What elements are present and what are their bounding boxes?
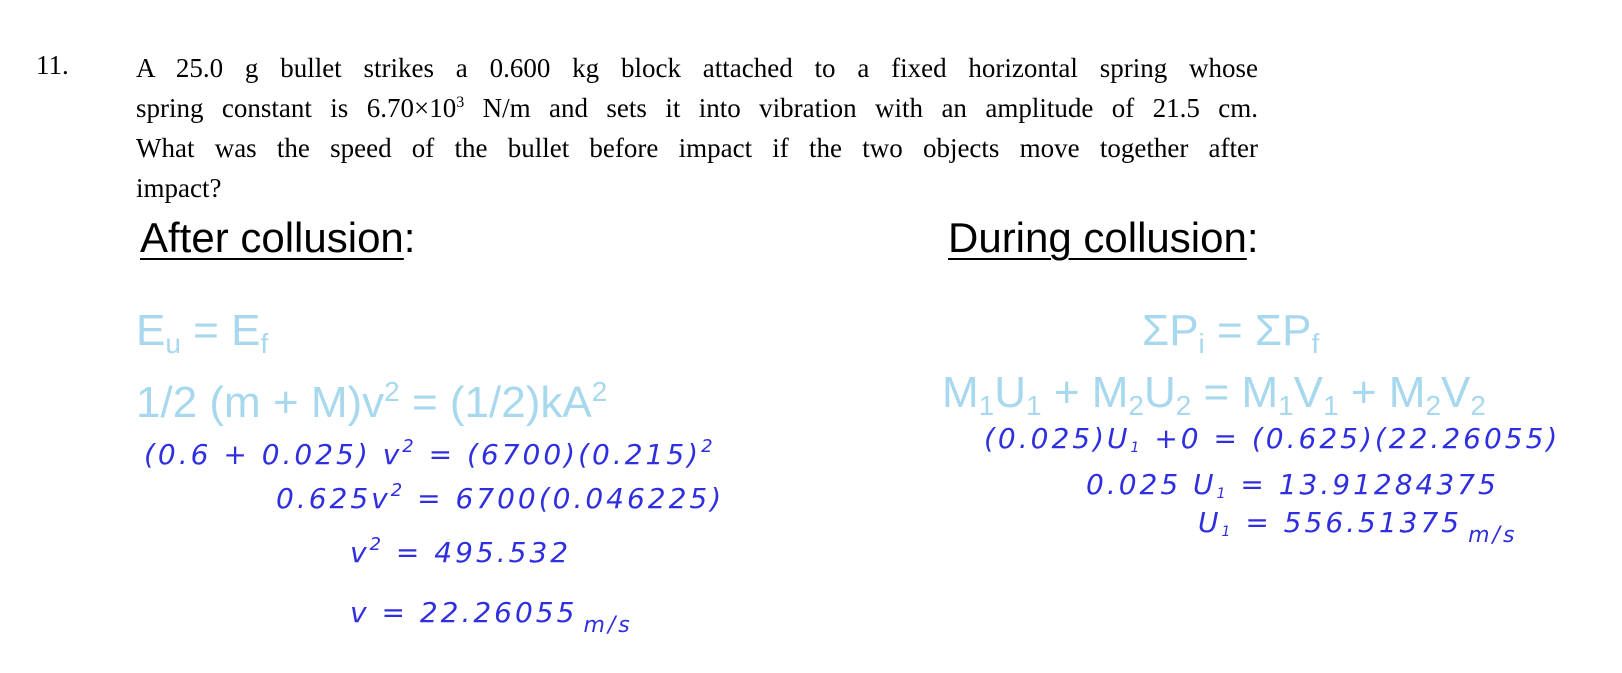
problem-line-3: What was the speed of the bullet before impact if the two objects move together after — [136, 133, 1258, 163]
energy-conservation-equation: $E_u = E_f$ — [136, 306, 269, 359]
bullet-speed-unit: m/s — [1468, 523, 1518, 548]
during-work-step-2: 0.025 $U_1 = 13.91284375$ — [1086, 468, 1499, 502]
problem-line-4: impact? — [136, 173, 222, 203]
problem-statement — [136, 48, 1258, 208]
momentum-formula: $M_1U_1 + M_2U_2 = M_1V_1 + M_2V_2$ — [942, 368, 1486, 421]
problem-number: 11. — [36, 50, 69, 80]
during-work-step-1: $(0.025)U_1 +0 = (0.625)(22.26055)$ — [984, 422, 1561, 456]
energy-formula: 1/2 $(m + M)v^2 = (1/2)kA^2$ — [136, 376, 608, 427]
problem-line-2: spring constant is $6.70\times 10^3$ N/m and sets it into vibration with an amplitude of 21.5 cm. — [136, 93, 1259, 123]
during-work-step-3: $U_1 = 556.51375$ $_{m/s}$ — [1198, 506, 1518, 548]
after-work-step-2: $0.625v^2 = 6700(0.046225)$ — [276, 480, 725, 515]
momentum-conservation-equation: $\Sigma P_i = \Sigma P_f$ — [1142, 306, 1320, 359]
after-work-step-1: (0.6 + 0.025) $v^2 = (6700)(0.215)^2$ — [144, 436, 716, 471]
problem-line-1: A 25.0 g bullet strikes a 0.600 kg block attached to a fixed horizontal spring whose — [136, 53, 1258, 83]
velocity-unit: m/s — [583, 613, 633, 638]
after-work-step-3: $v^2 = 495.532$ — [350, 534, 572, 569]
during-collision-heading: During collusion: — [948, 214, 1259, 261]
after-collision-heading: After collusion: — [140, 214, 416, 261]
after-work-step-4: v = 22.26055 $_{m/s}$ — [350, 596, 633, 638]
